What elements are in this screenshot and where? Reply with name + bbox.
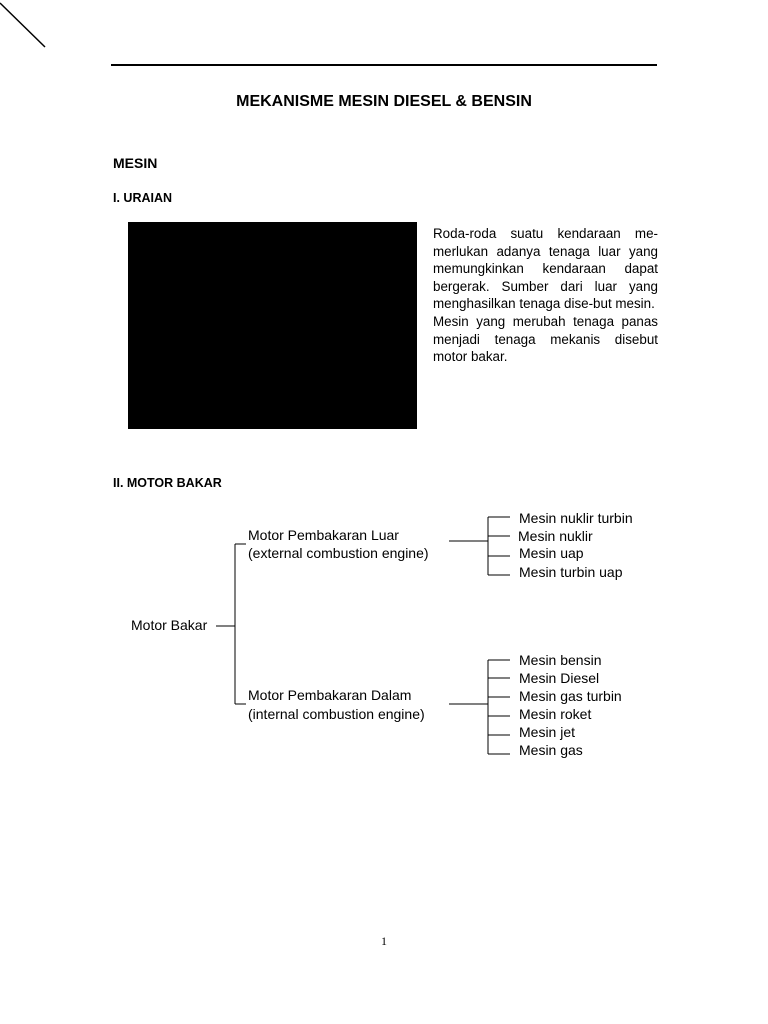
document-title: MEKANISME MESIN DIESEL & BENSIN [236, 93, 532, 110]
branch-internal-title: Motor Pembakaran Dalam [248, 687, 412, 703]
section-heading: MESIN [113, 155, 158, 171]
branch-external-title: Motor Pembakaran Luar [248, 527, 399, 543]
leaf-external-3: Mesin uap [519, 545, 584, 561]
leaf-internal-3: Mesin gas turbin [519, 688, 622, 704]
subheading-motor-bakar: II. MOTOR BAKAR [113, 476, 222, 490]
leaf-internal-1: Mesin bensin [519, 652, 602, 668]
branch-external-subtitle: (external combustion engine) [248, 545, 429, 561]
leaf-external-4: Mesin turbin uap [519, 564, 623, 580]
tree-root: Motor Bakar [131, 617, 208, 633]
page-number: 1 [381, 934, 387, 948]
leaf-internal-6: Mesin gas [519, 742, 583, 758]
subheading-uraian: I. URAIAN [113, 191, 173, 205]
paragraph-1: Roda-roda suatu kendaraan me-merlukan adanya tenaga luar yang memungkinkan kendaraan dapat bergerak. Sumber dari luar yang menghasilkan tenaga dise-but mesin. [433, 226, 658, 312]
leaf-internal-5: Mesin jet [519, 724, 576, 740]
leaf-external-1: Mesin nuklir turbin [519, 510, 633, 526]
leaf-internal-2: Mesin Diesel [519, 670, 600, 686]
leaf-external-2: Mesin nuklir [518, 528, 593, 544]
branch-internal-subtitle: (internal combustion engine) [248, 706, 425, 722]
paragraph-2: Mesin yang merubah tenaga panas menjadi tenaga mekanis disebut motor bakar. [433, 313, 658, 365]
leaf-internal-4: Mesin roket [519, 706, 592, 722]
